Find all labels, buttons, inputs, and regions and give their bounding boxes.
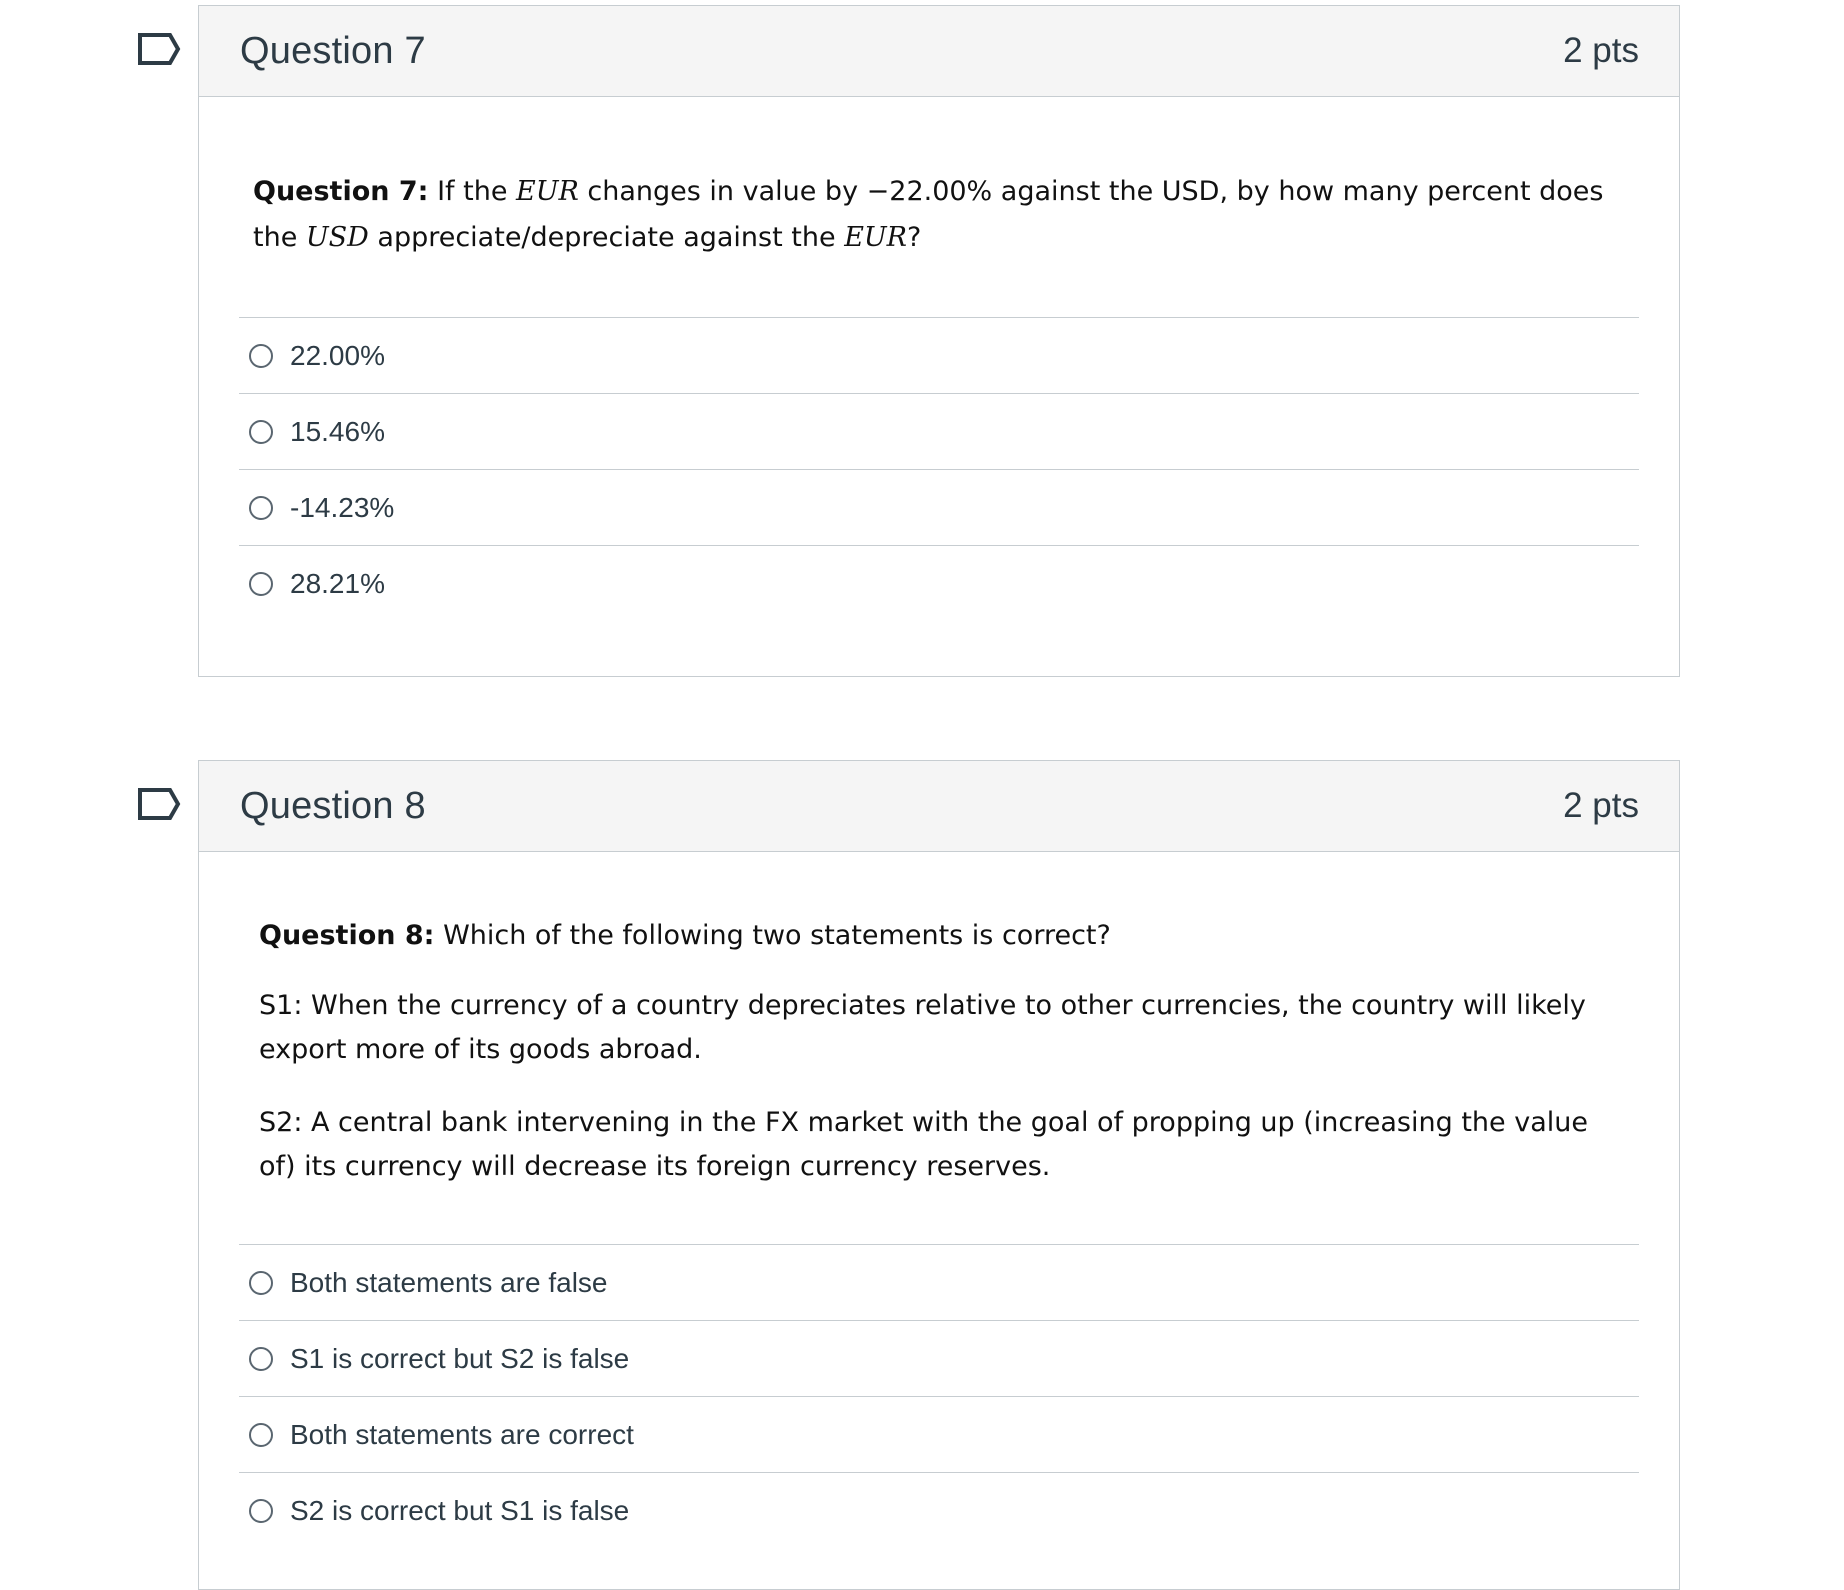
radio-button[interactable] — [249, 1347, 273, 1371]
answer-option[interactable] — [239, 546, 1639, 622]
answer-option[interactable] — [239, 470, 1639, 546]
radio-button[interactable] — [249, 1499, 273, 1523]
answer-option[interactable] — [239, 1321, 1639, 1397]
answer-label: Both statements are false — [290, 1266, 608, 1298]
question-body — [199, 852, 1679, 1549]
radio-button[interactable] — [249, 344, 273, 368]
answer-option[interactable] — [239, 1245, 1639, 1321]
prompt-text: against the USD, by how many percent does the — [253, 176, 1604, 253]
prompt-value: −22.00% — [866, 176, 993, 207]
answer-list — [239, 317, 1639, 622]
question-title: Question 8 — [240, 784, 426, 827]
radio-button[interactable] — [249, 420, 273, 444]
answer-option[interactable] — [239, 1473, 1639, 1549]
answer-label: S2 is correct but S1 is false — [290, 1495, 630, 1526]
question-7 — [198, 5, 1680, 677]
question-header — [199, 6, 1679, 97]
answer-label: 15.46% — [290, 415, 385, 447]
prompt-paragraph — [259, 914, 1619, 958]
radio-button[interactable] — [249, 496, 273, 520]
prompt-text: changes in value by — [578, 176, 867, 207]
prompt-label: Question 8: — [259, 920, 435, 951]
prompt-text: If the — [428, 176, 517, 207]
prompt-variable: EUR — [844, 222, 907, 253]
question-header — [199, 761, 1679, 852]
answer-label: S1 is correct but S2 is false — [290, 1342, 630, 1374]
question-prompt — [239, 852, 1639, 1244]
prompt-text: Which of the following two statements is correct? — [434, 920, 1111, 951]
answer-list — [239, 1244, 1639, 1549]
answer-label: 22.00% — [290, 339, 385, 371]
question-title: Question 7 — [240, 29, 426, 72]
question-8 — [198, 760, 1680, 1590]
prompt-label: Question 7: — [253, 176, 429, 207]
answer-option[interactable] — [239, 1397, 1639, 1473]
radio-button[interactable] — [249, 1271, 273, 1295]
question-prompt — [239, 97, 1639, 317]
question-points: 2 pts — [1563, 786, 1639, 825]
radio-button[interactable] — [249, 1423, 273, 1447]
answer-label: Both statements are correct — [290, 1418, 634, 1450]
prompt-text: ? — [906, 222, 922, 253]
flag-outline-icon — [137, 787, 181, 821]
prompt-paragraph — [253, 169, 1629, 261]
prompt-variable: EUR — [516, 176, 579, 207]
question-body — [199, 97, 1679, 622]
prompt-variable: USD — [305, 222, 369, 253]
statement-s2: S2: A central bank intervening in the FX market with the goal of propping up (increasing the value of) its currency will decrease its foreign currency reserves. — [259, 1107, 1588, 1182]
prompt-text: appreciate/depreciate against the — [368, 222, 845, 253]
statement-s1: S1: When the currency of a country depreciates relative to other currencies, the country will likely export more of its goods abroad. — [259, 990, 1586, 1065]
answer-label: -14.23% — [290, 491, 395, 523]
flag-question-7-button[interactable] — [137, 32, 181, 66]
answer-label: 28.21% — [290, 568, 385, 599]
radio-button[interactable] — [249, 572, 273, 596]
flag-question-8-button[interactable] — [137, 787, 181, 821]
answer-option[interactable] — [239, 394, 1639, 470]
flag-outline-icon — [137, 32, 181, 66]
answer-option[interactable] — [239, 318, 1639, 394]
question-points: 2 pts — [1563, 31, 1639, 70]
